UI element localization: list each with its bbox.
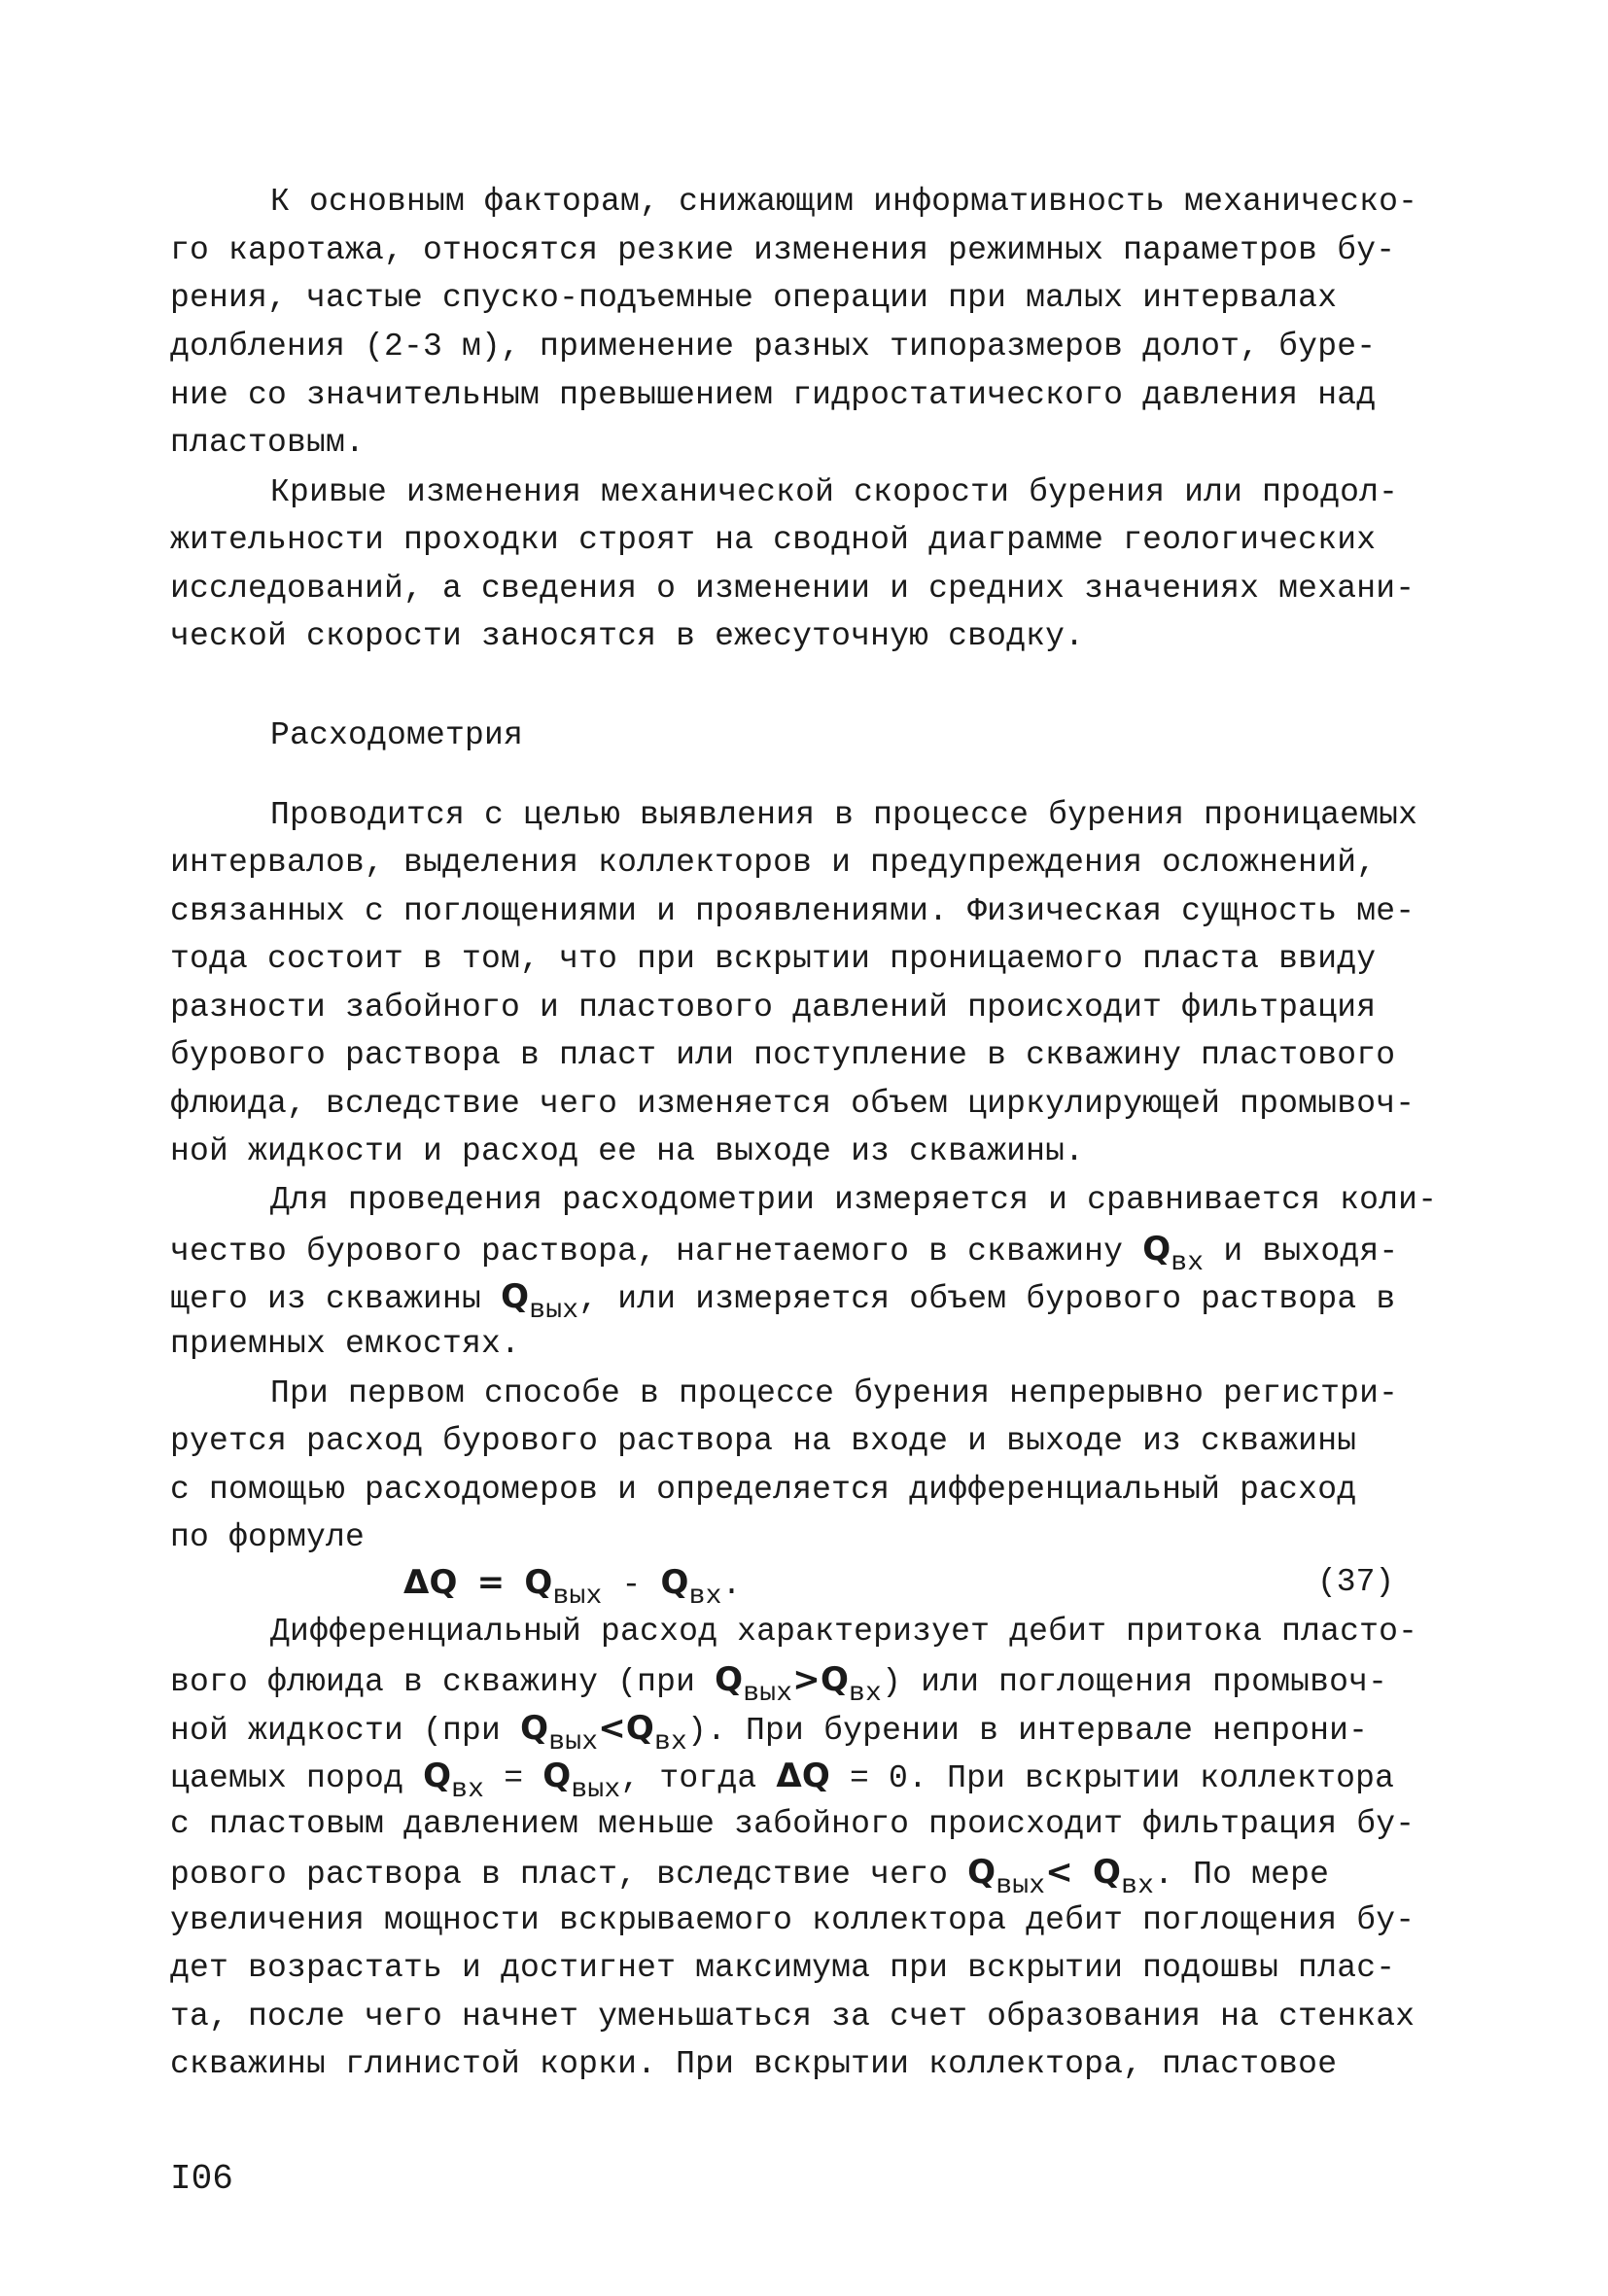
- symbol-q: Q: [1142, 1230, 1171, 1269]
- text-line: по формуле: [170, 1519, 366, 1555]
- subscript: вх: [688, 1582, 722, 1612]
- minus-sign: -: [621, 1567, 642, 1603]
- less-than-sign: <: [598, 1709, 626, 1748]
- text-line: рения, частые спуско-подъемные операции при малых интервалах: [170, 280, 1338, 316]
- text-line: Для проведения расходометрии измеряется и сравнивается коли-: [270, 1182, 1438, 1218]
- text-line: увеличения мощности вскрываемого коллектора дебит поглощения бу-: [170, 1902, 1416, 1938]
- formula-number: (37): [1317, 1564, 1395, 1600]
- subscript: вых: [552, 1582, 603, 1612]
- text-line: скважины глинистой корки. При вскрытии коллектора, пластовое: [170, 2046, 1338, 2082]
- text-line: Кривые изменения механической скорости бурения или продол-: [270, 474, 1399, 510]
- text-line: [170, 1753, 1434, 1805]
- text-line: дет возрастать и достигнет максимума при вскрытии подошвы плас-: [170, 1950, 1396, 1986]
- text-line: разности забойного и пластового давлений происходит фильтрация: [170, 990, 1377, 1026]
- symbol-q: Q: [1093, 1853, 1122, 1892]
- text-line: ческой скорости заносятся в ежесуточную сводку.: [170, 618, 1085, 654]
- symbol-q: Q: [520, 1709, 549, 1748]
- subscript: вх: [654, 1727, 688, 1757]
- text-fragment: цаемых пород: [170, 1760, 404, 1796]
- less-than-sign: <: [1045, 1853, 1073, 1892]
- text-line: [170, 1656, 1434, 1709]
- text-line: с помощью расходомеров и определяется дифференциальный расход: [170, 1472, 1357, 1508]
- text-fragment: щего из скважины: [170, 1281, 482, 1317]
- symbol-q: Q: [542, 1757, 572, 1795]
- text-line: тода состоит в том, что при вскрытии проницаемого пласта ввиду: [170, 941, 1377, 977]
- subscript: вх: [1121, 1871, 1155, 1901]
- text-fragment: ) или поглощения промывоч-: [882, 1664, 1388, 1700]
- symbol-delta-q: ΔQ: [776, 1757, 831, 1795]
- text-line: интервалов, выделения коллекторов и предупреждения осложнений,: [170, 845, 1377, 881]
- symbol-q: Q: [820, 1660, 850, 1699]
- page-number: I06: [170, 2159, 233, 2199]
- text-fragment: = 0. При вскрытии коллектора: [850, 1760, 1395, 1796]
- equals-sign: =: [476, 1563, 506, 1602]
- text-line: [170, 1226, 1434, 1278]
- text-line: При первом способе в процессе бурения непрерывно регистри-: [270, 1375, 1399, 1411]
- text-fragment: чество бурового раствора, нагнетаемого в скважину: [170, 1234, 1124, 1270]
- subscript: вх: [451, 1775, 485, 1805]
- text-fragment: , тогда: [620, 1760, 757, 1796]
- text-line: [170, 1849, 1434, 1901]
- text-line: [170, 1705, 1434, 1755]
- symbol-q: Q: [501, 1277, 530, 1316]
- formula-end: .: [721, 1567, 742, 1603]
- text-line: пластовым.: [170, 425, 366, 461]
- symbol-q: Q: [967, 1853, 996, 1892]
- formula: [403, 1559, 890, 1612]
- section-heading: Расходометрия: [270, 717, 524, 753]
- text-fragment: и выходя-: [1223, 1234, 1399, 1270]
- symbol-q: Q: [524, 1563, 553, 1602]
- subscript: вых: [996, 1871, 1046, 1901]
- text-line: флюида, вследствие чего изменяется объем циркулирующей промывоч-: [170, 1086, 1416, 1122]
- text-fragment: вого флюида в скважину (при: [170, 1664, 696, 1700]
- text-line: К основным факторам, снижающим информативность механическо-: [270, 184, 1418, 220]
- paren: ): [687, 1713, 708, 1749]
- text-line: та, после чего начнет уменьшаться за счет образования на стенках: [170, 1999, 1416, 2035]
- text-fragment: рового раствора в пласт, вследствие чего: [170, 1857, 949, 1893]
- symbol-q: Q: [660, 1563, 689, 1602]
- subscript: вых: [571, 1775, 621, 1805]
- text-line: [170, 1273, 1434, 1326]
- text-line: го каротажа, относятся резкие изменения режимных параметров бу-: [170, 232, 1396, 268]
- text-line: ние со значительным превышением гидростатического давления над: [170, 377, 1377, 413]
- text-line: Проводится с целью выявления в процессе бурения проницаемых: [270, 797, 1418, 833]
- subscript: вх: [849, 1679, 883, 1709]
- text-fragment: , или измеряется объем бурового раствора в: [578, 1281, 1396, 1317]
- greater-than-sign: >: [792, 1660, 821, 1699]
- text-line: с пластовым давлением меньше забойного происходит фильтрация бу-: [170, 1806, 1416, 1842]
- text-fragment: . При бурении в интервале непрони-: [707, 1713, 1369, 1749]
- symbol-delta-q: ΔQ: [403, 1563, 458, 1602]
- text-fragment: . По мере: [1154, 1857, 1330, 1893]
- text-line: бурового раствора в пласт или поступление в скважину пластового: [170, 1037, 1396, 1073]
- symbol-q: Q: [625, 1709, 655, 1748]
- text-line: приемных емкостях.: [170, 1326, 521, 1362]
- symbol-q: Q: [715, 1660, 744, 1699]
- text-line: долбления (2-3 м), применение разных типоразмеров долот, буре-: [170, 329, 1377, 365]
- subscript: вых: [548, 1727, 599, 1757]
- symbol-q: Q: [423, 1757, 452, 1795]
- equals-sign: =: [504, 1760, 524, 1796]
- subscript: вых: [529, 1296, 579, 1326]
- subscript: вх: [1171, 1248, 1205, 1278]
- text-line: ной жидкости и расход ее на выходе из скважины.: [170, 1133, 1085, 1169]
- subscript: вых: [743, 1679, 793, 1709]
- text-line: жительности проходки строят на сводной диаграмме геологических: [170, 522, 1377, 558]
- text-line: исследований, а сведения о изменении и средних значениях механи-: [170, 571, 1416, 607]
- text-line: руется расход бурового раствора на входе и выходе из скважины: [170, 1423, 1357, 1459]
- text-line: связанных с поглощениями и проявлениями. Физическая сущность ме-: [170, 893, 1416, 929]
- text-line: Дифференциальный расход характеризует дебит притока пласто-: [270, 1614, 1418, 1650]
- text-fragment: ной жидкости (при: [170, 1713, 502, 1749]
